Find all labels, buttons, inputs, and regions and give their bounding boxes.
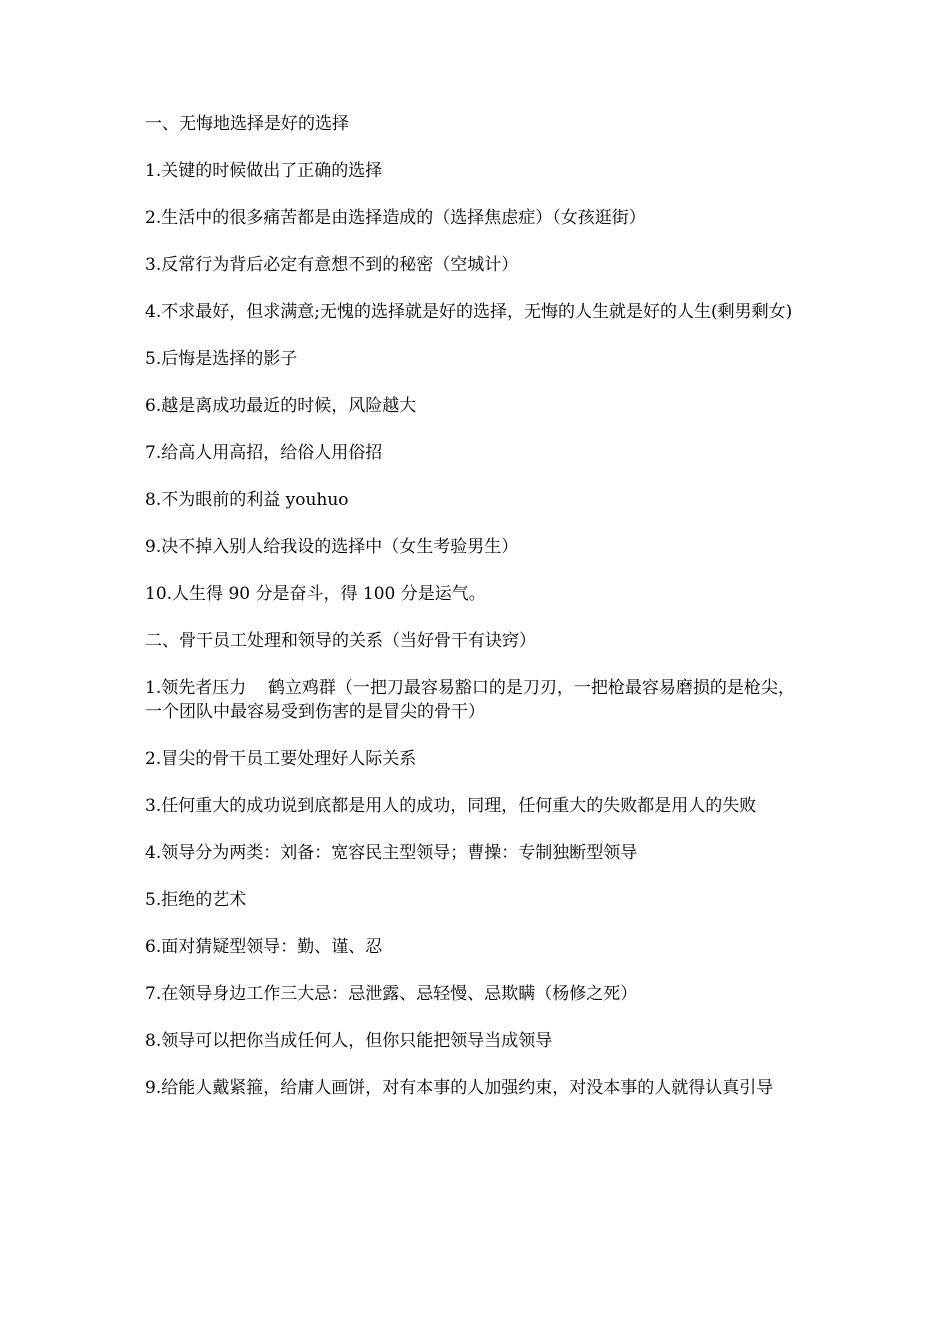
list-item: 2.生活中的很多痛苦都是由选择造成的（选择焦虑症）（女孩逛街） [145,208,646,228]
list-item: 3.反常行为背后必定有意想不到的秘密（空城计） [145,255,519,275]
list-item: 10.人生得 90 分是奋斗，得 100 分是运气。 [145,584,486,604]
list-item: 1.领先者压力 鹤立鸡群（一把刀最容易豁口的是刀刃，一把枪最容易磨损的是枪尖，一个团队中最容易受到伤害的是冒尖的骨干） [145,678,795,722]
list-item: 9.给能人戴紧箍，给庸人画饼，对有本事的人加强约束，对没本事的人就得认真引导 [145,1078,774,1098]
section-heading-1: 一、无悔地选择是好的选择 [145,114,349,134]
list-item: 7.在领导身边工作三大忌：忌泄露、忌轻慢、忌欺瞒（杨修之死） [145,984,638,1004]
list-item: 2.冒尖的骨干员工要处理好人际关系 [145,749,417,769]
list-item: 6.越是离成功最近的时候，风险越大 [145,396,417,416]
list-item: 7.给高人用高招，给俗人用俗招 [145,443,383,463]
list-item: 8.领导可以把你当成任何人，但你只能把领导当成领导 [145,1031,553,1051]
list-item: 4.不求最好，但求满意;无愧的选择就是好的选择，无悔的人生就是好的人生(剩男剩女) [145,302,793,322]
list-item: 5.拒绝的艺术 [145,890,247,910]
list-item: 5.后悔是选择的影子 [145,349,298,369]
document-body [145,112,809,1123]
section-heading-2: 二、骨干员工处理和领导的关系（当好骨干有诀窍） [145,631,536,651]
list-item: 1.关键的时候做出了正确的选择 [145,161,383,181]
list-item: 8.不为眼前的利益 youhuo [145,490,349,510]
list-item: 9.决不掉入别人给我设的选择中（女生考验男生） [145,537,519,557]
list-item: 4.领导分为两类：刘备：宽容民主型领导；曹操：专制独断型领导 [145,843,638,863]
list-item: 6.面对猜疑型领导：勤、谨、忍 [145,937,383,957]
list-item: 3.任何重大的成功说到底都是用人的成功，同理，任何重大的失败都是用人的失败 [145,796,757,816]
